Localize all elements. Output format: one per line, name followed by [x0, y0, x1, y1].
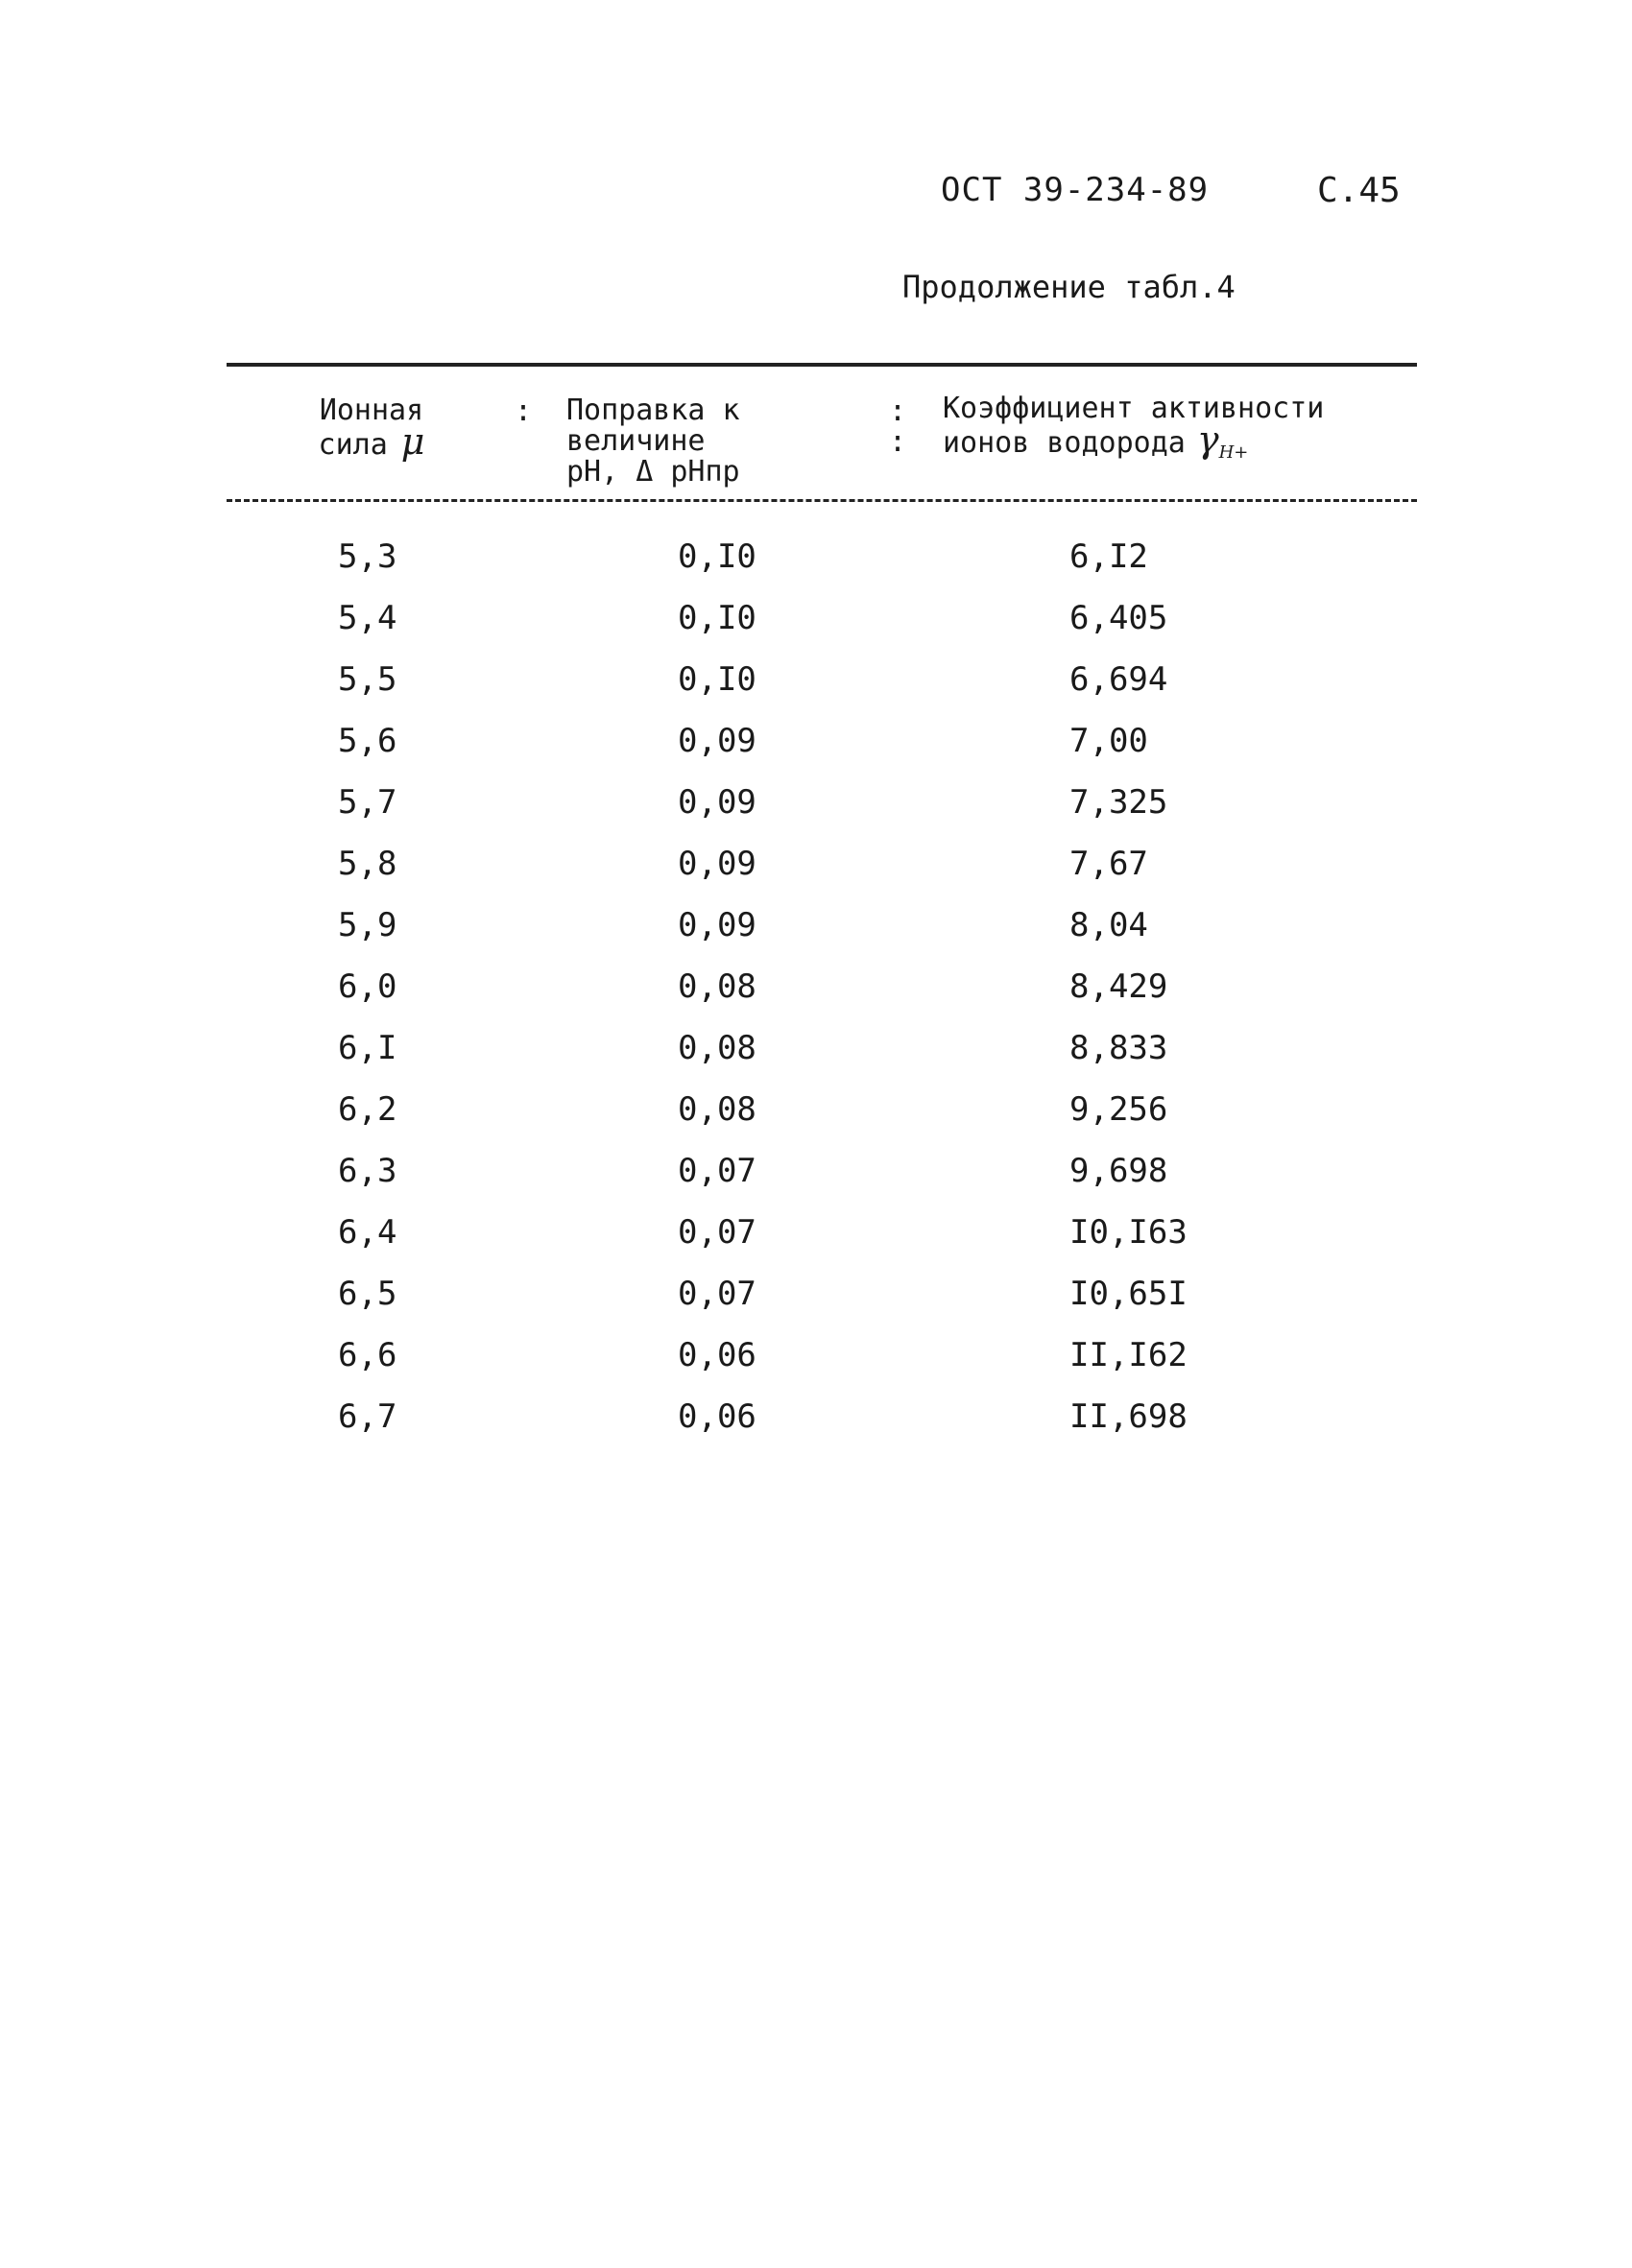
activity-coefficient-cell: 9,256	[1069, 1090, 1168, 1129]
table-row	[0, 722, 1632, 783]
table-row	[0, 783, 1632, 845]
ph-correction-cell: 0,09	[678, 722, 756, 760]
activity-coefficient-cell: 7,00	[1069, 722, 1148, 760]
activity-coefficient-cell: I0,65I	[1069, 1275, 1188, 1313]
table-row	[0, 660, 1632, 722]
ph-correction-cell: 0,09	[678, 845, 756, 883]
activity-coefficient-cell: 8,429	[1069, 967, 1168, 1006]
table-body	[0, 537, 1632, 1459]
table-continuation-caption: Продолжение табл.4	[902, 269, 1236, 305]
column-separator: :	[515, 394, 533, 428]
ionic-strength-cell: 6,3	[338, 1152, 397, 1190]
ionic-strength-cell: 5,6	[338, 722, 397, 760]
gamma-symbol	[1197, 418, 1249, 461]
ionic-strength-cell: 6,2	[338, 1090, 397, 1129]
ionic-strength-cell: 6,0	[338, 967, 397, 1006]
ph-correction-cell: 0,09	[678, 906, 756, 944]
gamma-subscript: H+	[1218, 442, 1249, 463]
column-header-line: Поправка к	[566, 394, 740, 427]
activity-coefficient-cell: 7,325	[1069, 783, 1168, 822]
ionic-strength-cell: 5,3	[338, 537, 397, 576]
activity-coefficient-cell: I0,I63	[1069, 1213, 1188, 1252]
column-header-line	[943, 418, 1404, 468]
activity-coefficient-cell: 6,405	[1069, 599, 1168, 637]
activity-coefficient-cell: 7,67	[1069, 845, 1148, 883]
column-header-text: ионов водорода	[943, 426, 1186, 460]
table-row	[0, 537, 1632, 599]
ionic-strength-cell: 6,6	[338, 1336, 397, 1374]
ph-correction-cell: 0,I0	[678, 660, 756, 699]
ionic-strength-cell: 6,7	[338, 1397, 397, 1436]
ph-correction-cell: 0,08	[678, 967, 756, 1006]
column-header-line	[300, 420, 444, 463]
activity-coefficient-cell: 8,833	[1069, 1029, 1168, 1067]
ph-correction-cell: 0,08	[678, 1029, 756, 1067]
column-header-line: pH, Δ pHпр	[566, 455, 740, 489]
ionic-strength-cell: 5,5	[338, 660, 397, 699]
activity-coefficient-cell: 6,I2	[1069, 537, 1148, 576]
ph-correction-cell: 0,I0	[678, 599, 756, 637]
page-number: С.45	[1317, 171, 1401, 210]
table-row	[0, 1029, 1632, 1090]
ph-correction-cell: 0,07	[678, 1213, 756, 1252]
table-row	[0, 967, 1632, 1029]
ionic-strength-cell: 5,7	[338, 783, 397, 822]
table-row	[0, 599, 1632, 660]
ionic-strength-cell: 6,4	[338, 1213, 397, 1252]
column-header-line: Коэффициент активности	[943, 392, 1325, 425]
ph-correction-cell: 0,06	[678, 1336, 756, 1374]
table-row	[0, 1336, 1632, 1397]
column-header-line: величине	[566, 424, 706, 458]
table-row	[0, 1397, 1632, 1459]
table-top-rule	[227, 363, 1417, 367]
ionic-strength-cell: 5,4	[338, 599, 397, 637]
table-row	[0, 845, 1632, 906]
activity-coefficient-cell: 6,694	[1069, 660, 1168, 699]
activity-coefficient-cell: II,698	[1069, 1397, 1188, 1436]
ionic-strength-cell: 5,9	[338, 906, 397, 944]
ph-correction-cell: 0,09	[678, 783, 756, 822]
document-code: ОСТ 39-234-89	[941, 171, 1210, 209]
table-row	[0, 1152, 1632, 1213]
activity-coefficient-cell: 9,698	[1069, 1152, 1168, 1190]
ph-correction-cell: 0,I0	[678, 537, 756, 576]
column-separator: :	[889, 394, 907, 428]
column-separator: :	[889, 425, 907, 459]
mu-symbol: μ	[400, 420, 425, 463]
activity-coefficient-cell: II,I62	[1069, 1336, 1188, 1374]
column-header-line: Ионная	[319, 394, 424, 427]
ionic-strength-cell: 5,8	[338, 845, 397, 883]
ph-correction-cell: 0,06	[678, 1397, 756, 1436]
ph-correction-cell: 0,07	[678, 1152, 756, 1190]
column-header-text: сила	[318, 428, 388, 462]
table-row	[0, 906, 1632, 967]
table-row	[0, 1090, 1632, 1152]
table-header-rule	[227, 499, 1417, 502]
activity-coefficient-cell: 8,04	[1069, 906, 1148, 944]
ph-correction-cell: 0,07	[678, 1275, 756, 1313]
table-row	[0, 1213, 1632, 1275]
ph-correction-cell: 0,08	[678, 1090, 756, 1129]
column-header-activity-coefficient	[943, 394, 1404, 468]
gamma-letter: γ	[1196, 418, 1219, 461]
ionic-strength-cell: 6,I	[338, 1029, 397, 1067]
column-header-ph-correction	[566, 395, 806, 488]
ionic-strength-cell: 6,5	[338, 1275, 397, 1313]
column-header-ionic-strength	[300, 395, 444, 461]
table-row	[0, 1275, 1632, 1336]
